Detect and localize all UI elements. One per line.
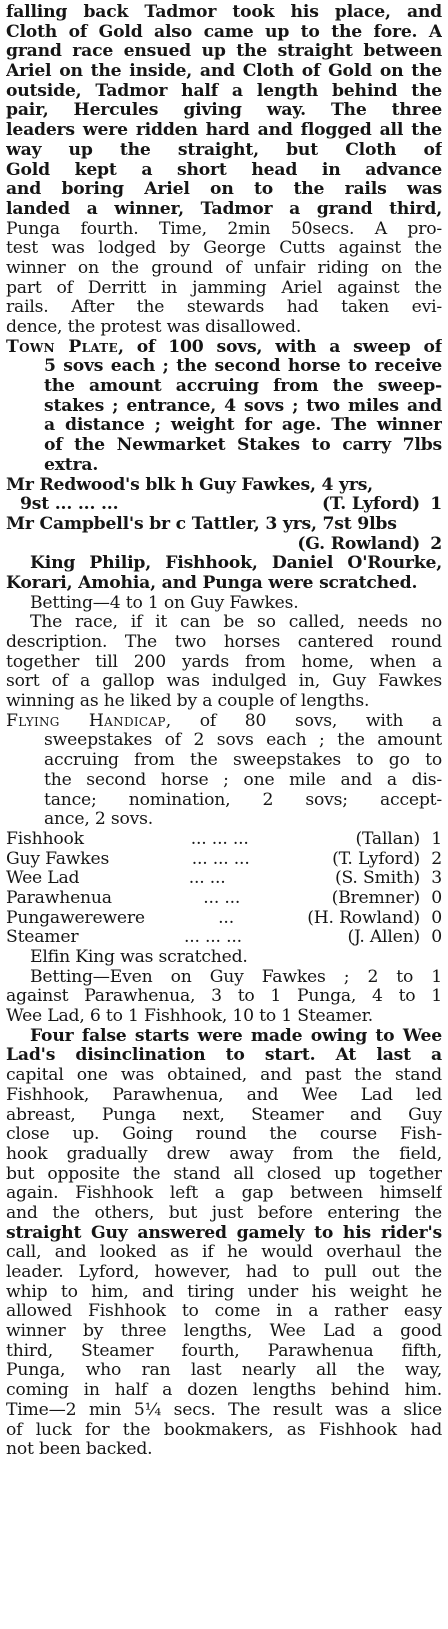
horse-name: Fishhook bbox=[6, 829, 84, 849]
text-line: Ariel on the inside, and Cloth of Gold on the bbox=[6, 62, 442, 82]
result-row: Fishhook ... ... ... (Tallan) 1 bbox=[6, 829, 442, 849]
placing: 0 bbox=[431, 888, 442, 908]
text-line: and the others, but just before entering the bbox=[6, 1203, 442, 1223]
jockey: (Bremner) bbox=[331, 888, 420, 908]
text-line: Time—2 min 5¼ secs. The result was a slice bbox=[6, 1400, 442, 1420]
betting-line: Betting—Even on Guy Fawkes ; 2 to 1 bbox=[30, 967, 442, 987]
text-line: 5 sovs each ; the second horse to receive bbox=[44, 357, 442, 377]
horse-name: Pungawerewere bbox=[6, 908, 145, 928]
text-line: leader. Lyford, however, had to pull out the bbox=[6, 1263, 442, 1282]
scratched-line: Korari, Amohia, and Punga were scratched. bbox=[6, 573, 418, 593]
entry-line: Mr Redwood's blk h Guy Fawkes, 4 yrs, bbox=[6, 475, 373, 495]
text-line: capital one was obtained, and past the stand bbox=[6, 1066, 442, 1086]
race-title: Flying Handicap bbox=[6, 711, 166, 731]
text-line: grand race ensued up the straight between bbox=[6, 42, 442, 62]
placing: 3 bbox=[431, 869, 442, 889]
text-line: way up the straight, but Cloth of bbox=[6, 140, 442, 160]
town-plate-section bbox=[6, 338, 442, 712]
text-line: The race, if it can be so called, needs no bbox=[30, 613, 442, 633]
jockey: (H. Rowland) bbox=[307, 908, 420, 928]
text-line: Fishhook, Parawhenua, and Wee Lad led bbox=[6, 1085, 442, 1105]
text-line: rails. After the stewards had taken evi- bbox=[6, 298, 442, 318]
entry-result-line: 9st ... ... ... (T. Lyford) 1 bbox=[20, 495, 442, 515]
text-line: allowed Fishhook to come in a rather easy bbox=[6, 1302, 442, 1322]
placing: 0 bbox=[431, 928, 442, 948]
placing: 1 bbox=[431, 829, 442, 849]
text-line: Four false starts were made owing to Wee bbox=[30, 1026, 442, 1046]
result-row: Steamer ... ... ... (J. Allen) 0 bbox=[6, 928, 442, 948]
race-title: Town Plate bbox=[6, 337, 118, 357]
text-line: falling back Tadmor took his place, and bbox=[6, 3, 442, 22]
text-line: the second horse ; one mile and a dis- bbox=[44, 770, 442, 790]
result-row: Pungawerewere ... (H. Rowland) 0 bbox=[6, 908, 442, 928]
text-line: winning as he liked by a couple of lengths. bbox=[6, 692, 370, 712]
text-line: pair, Hercules giving way. The three bbox=[6, 101, 442, 121]
text-line: and boring Ariel on to the rails was bbox=[6, 180, 442, 200]
result-row: Parawhenua ... ... (Bremner) 0 bbox=[6, 888, 442, 908]
entry-line: Mr Campbell's br c Tattler, 3 yrs, 7st 9lbs bbox=[6, 514, 397, 534]
jockey: (T. Lyford) bbox=[332, 849, 420, 869]
text-line: Punga, who ran last nearly all the way, bbox=[6, 1361, 442, 1381]
text-line: Punga fourth. Time, 2min 50secs. A pro- bbox=[6, 219, 442, 239]
text-line: of luck for the bookmakers, as Fishhook had bbox=[6, 1420, 442, 1440]
text-line: winner on the ground of unfair riding on the bbox=[6, 258, 442, 278]
text-line: tance; nomination, 2 sovs; accept- bbox=[44, 790, 442, 810]
text-line: but opposite the stand all closed up together bbox=[6, 1164, 442, 1184]
text-line: a distance ; weight for age. The winner bbox=[44, 416, 442, 436]
text-line: leaders were ridden hard and flogged all the bbox=[6, 121, 442, 141]
text-line: outside, Tadmor half a length behind the bbox=[6, 81, 442, 101]
text-line: third, Steamer fourth, Parawhenua fifth, bbox=[6, 1341, 442, 1361]
placing: 2 bbox=[431, 849, 442, 869]
jockey: (G. Rowland) bbox=[297, 534, 420, 554]
race-conditions-first-line: Town Plate, of 100 sovs, with a sweep of bbox=[6, 337, 442, 357]
text-line: landed a winner, Tadmor a grand third, bbox=[6, 199, 442, 219]
placing: 0 bbox=[431, 908, 442, 928]
text-line: abreast, Punga next, Steamer and Guy bbox=[6, 1105, 442, 1125]
text-line: accruing from the sweepstakes to go to bbox=[44, 751, 442, 771]
jockey: (S. Smith) bbox=[334, 869, 420, 889]
betting-line: against Parawhenua, 3 to 1 Punga, 4 to 1 bbox=[6, 987, 442, 1007]
betting-line: Betting—4 to 1 on Guy Fawkes. bbox=[30, 593, 299, 613]
text-line: not been backed. bbox=[6, 1440, 153, 1460]
result-row: Wee Lad ... ... (S. Smith) 3 bbox=[6, 869, 442, 889]
scratched-line: Elfin King was scratched. bbox=[30, 948, 248, 967]
flying-handicap-section bbox=[6, 712, 442, 1460]
text-line: ance, 2 sovs. bbox=[44, 810, 154, 830]
race-report-paragraph bbox=[6, 3, 442, 338]
text-line: dence, the protest was disallowed. bbox=[6, 318, 302, 337]
text-line: hook gradually drew away from the field, bbox=[6, 1144, 442, 1164]
text-line: call, and looked as if he would overhaul the bbox=[6, 1243, 442, 1263]
text-line: Gold kept a short head in advance bbox=[6, 160, 442, 180]
placing: 1 bbox=[430, 495, 442, 515]
text-line: description. The two horses cantered round bbox=[6, 633, 442, 652]
result-row: Guy Fawkes ... ... ... (T. Lyford) 2 bbox=[6, 849, 442, 869]
jockey: (J. Allen) bbox=[347, 928, 420, 948]
horse-name: Steamer bbox=[6, 928, 79, 948]
text-line: winner by three lengths, Wee Lad a good bbox=[6, 1322, 442, 1342]
horse-name: Guy Fawkes bbox=[6, 849, 110, 869]
text-line: stakes ; entrance, 4 sovs ; two miles and bbox=[44, 396, 442, 416]
horse-name: Wee Lad bbox=[6, 869, 80, 889]
text-line: Lad's disinclination to start. At last a bbox=[6, 1046, 442, 1066]
text-line: the amount accruing from the sweep- bbox=[44, 377, 442, 397]
text-line: extra. bbox=[44, 455, 99, 475]
text-line: Cloth of Gold also came up to the fore. A bbox=[6, 22, 442, 42]
text-line: straight Guy answered gamely to his rider's bbox=[6, 1223, 442, 1243]
text-line: again. Fishhook left a gap between himself bbox=[6, 1184, 442, 1204]
jockey: (T. Lyford) bbox=[322, 495, 420, 515]
placing: 2 bbox=[430, 534, 442, 554]
text-line: sweepstakes of 2 sovs each ; the amount bbox=[44, 731, 442, 751]
results-table bbox=[6, 830, 442, 948]
text-line: together till 200 yards from home, when a bbox=[6, 652, 442, 672]
text-line: of the Newmarket Stakes to carry 7lbs bbox=[44, 436, 442, 456]
entry-result-line bbox=[6, 535, 442, 555]
text-line: close up. Going round the course Fish- bbox=[6, 1125, 442, 1145]
text-line: part of Derritt in jamming Ariel against the bbox=[6, 278, 442, 298]
horse-name: Parawhenua bbox=[6, 888, 112, 908]
text-line: sort of a gallop was indulged in, Guy Fawkes bbox=[6, 672, 442, 692]
jockey: (Tallan) bbox=[355, 829, 420, 849]
text-line: test was lodged by George Cutts against the bbox=[6, 239, 442, 259]
text-line: coming in half a dozen lengths behind him. bbox=[6, 1381, 442, 1401]
race-conditions-first-line: Flying Handicap, of 80 sovs, with a bbox=[6, 711, 442, 731]
text-line: whip to him, and tiring under his weight he bbox=[6, 1282, 442, 1302]
scratched-line: King Philip, Fishhook, Daniel O'Rourke, bbox=[30, 554, 442, 574]
betting-line: Wee Lad, 6 to 1 Fishhook, 10 to 1 Steamer. bbox=[6, 1007, 374, 1027]
